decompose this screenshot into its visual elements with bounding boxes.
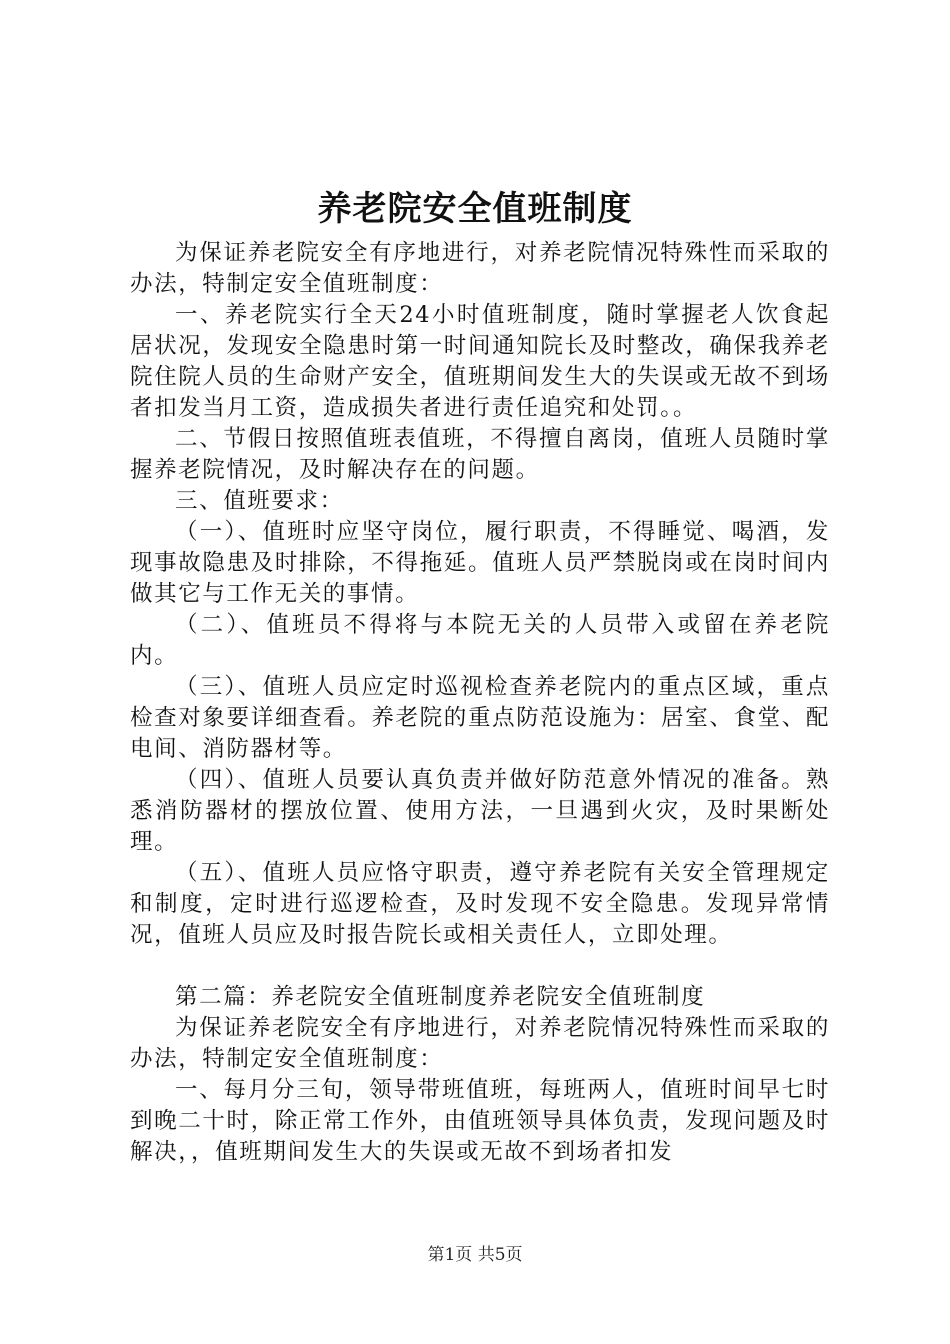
document-title: 养老院安全值班制度 (317, 189, 633, 229)
requirement-5-paragraph: （五）、值班人员应恪守职责，遵守养老院有关安全管理规定和制度，定时进行巡逻检查，及时发现不安全隐患。发现异常情况，值班人员应及时报告院长或相关责任人，立即处理。 (130, 860, 830, 948)
requirement-4-paragraph: （四）、值班人员要认真负责并做好防范意外情况的准备。熟悉消防器材的摆放位置、使用方法，一旦遇到火灾，及时果断处理。 (130, 767, 830, 855)
page-footer: 第1页 共5页 (427, 1245, 523, 1265)
section-2-clause-1-paragraph: 一、每月分三旬，领导带班值班，每班两人，值班时间早七时到晚二十时，除正常工作外，由值班领导具体负责，发现问题及时解决，，值班期间发生大的失误或无故不到场者扣发 (130, 1077, 830, 1165)
document-body (130, 238, 830, 1168)
clause-1-paragraph: 一、养老院实行全天24小时值班制度，随时掌握老人饮食起居状况，发现安全隐患时第一时间通知院长及时整改，确保我养老院住院人员的生命财产安全，值班期间发生大的失误或无故不到场者扣发当月工资，造成损失者进行责任追究和处罚。。 (130, 302, 830, 421)
clause-2-paragraph: 二、节假日按照值班表值班，不得擅自离岗，值班人员随时掌握养老院情况，及时解决存在的问题。 (130, 426, 830, 483)
section-spacer (130, 951, 830, 982)
section-2-intro-paragraph: 为保证养老院安全有序地进行，对养老院情况特殊性而采取的办法，特制定安全值班制度： (130, 1015, 830, 1072)
section-2-heading: 第二篇：养老院安全值班制度养老院安全值班制度 (175, 984, 706, 1010)
intro-paragraph: 为保证养老院安全有序地进行，对养老院情况特殊性而采取的办法，特制定安全值班制度： (130, 240, 830, 297)
clause-3-heading: 三、值班要求： (175, 488, 344, 514)
requirement-3-paragraph: （三）、值班人员应定时巡视检查养老院内的重点区域，重点检查对象要详细查看。养老院的重点防范设施为：居室、食堂、配电间、消防器材等。 (130, 674, 830, 762)
requirement-1-paragraph: （一）、值班时应坚守岗位，履行职责，不得睡觉、喝酒，发现事故隐患及时排除，不得拖延。值班人员严禁脱岗或在岗时间内做其它与工作无关的事情。 (130, 519, 830, 607)
requirement-2-paragraph: （二）、值班员不得将与本院无关的人员带入或留在养老院内。 (130, 612, 830, 669)
